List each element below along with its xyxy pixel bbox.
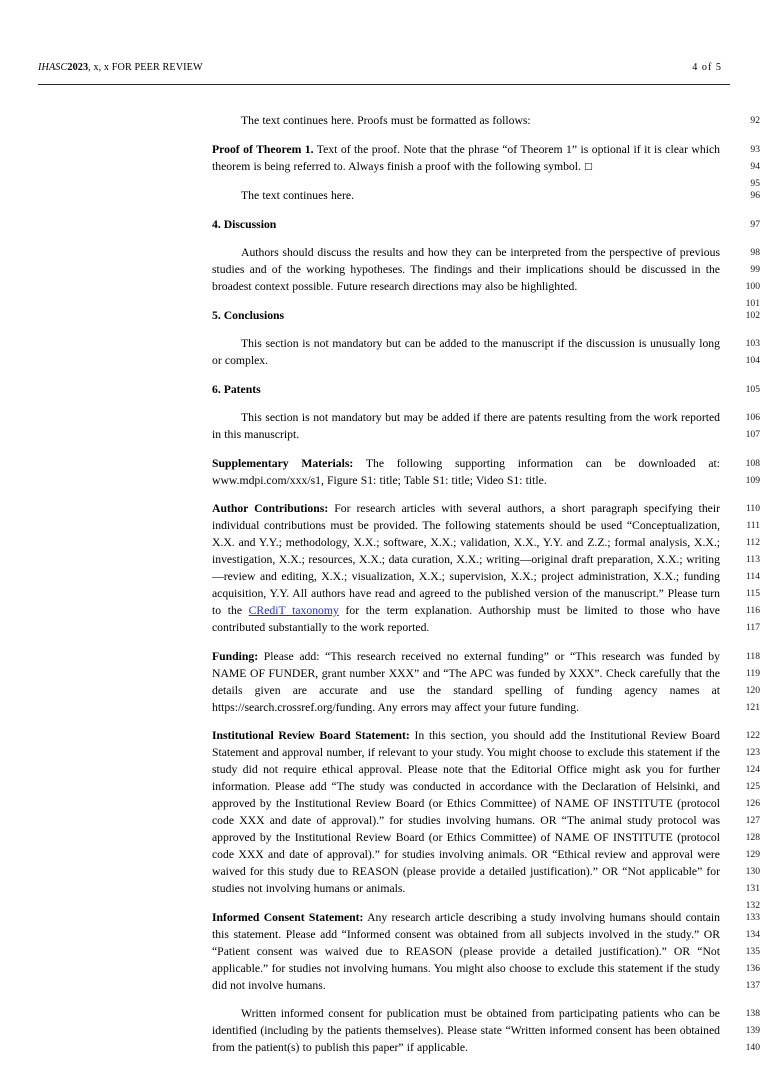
- runin-label: Proof of Theorem 1.: [212, 142, 314, 156]
- line-number: 96: [750, 190, 760, 201]
- heading-discussion: [212, 216, 720, 233]
- runin-label: Informed Consent Statement:: [212, 910, 364, 924]
- author-contributions: [212, 500, 720, 636]
- runin-label: Funding:: [212, 649, 259, 663]
- line-number: 123: [745, 747, 760, 758]
- body-paragraph: The text continues here. Proofs must be formatted as follows:: [241, 114, 531, 127]
- line-number: 122: [745, 730, 760, 741]
- line-number: 109: [745, 474, 760, 486]
- runin-label: Supplementary Materials:: [212, 456, 354, 470]
- line-number: 106: [745, 412, 760, 423]
- heading-conclusions: [212, 307, 720, 324]
- runin-label: Author Contributions:: [212, 502, 329, 515]
- body-paragraph: The text continues here.: [241, 189, 354, 202]
- body-paragraph: This section is not mandatory but can be added to the manuscript if the discussion is unusually long or complex.: [212, 337, 720, 367]
- line-number: 94: [750, 160, 760, 172]
- runin-paragraph: Proof of Theorem 1. Text of the proof. Note that the phrase “of Theorem 1” is optional if it is clear which theorem is being referred to. Always finish a proof with the following symbol. □: [212, 142, 720, 173]
- document-body: [212, 112, 720, 1068]
- runin-paragraph: Supplementary Materials: The following supporting information can be downloaded at: www.mdpi.com/xxx/s1, Figure S1: title; Table S1: title; Video S1: title.: [212, 456, 721, 487]
- line-number: 137: [745, 979, 760, 991]
- line-number: 102: [745, 309, 760, 321]
- line-number: 127: [745, 815, 760, 826]
- line-number: 113: [745, 554, 760, 565]
- line-number: 111: [746, 520, 760, 531]
- line-number: 104: [745, 355, 760, 366]
- paragraph-text-continues-2: [212, 187, 720, 204]
- funding: [212, 648, 720, 716]
- runin-paragraph: Institutional Review Board Statement: In this section, you should add the Institutional Review Board Statement and approval number, if relevant to your study. You might choose to exclude this statement if the study did not require ethical approval. Please note that the Editorial Office might ask you for further information. Please add “The study was conducted in accordance with the Declaration of Helsinki, and approved by the Institutional Review Board (or Ethics Committee) of NAME OF INSTITUTE (protocol code XXX and date of approval).” for studies involving humans. OR “The animal study protocol was approved by the Institutional Review Board (or Ethics Committee) of NAME OF INSTITUTE (protocol code XXX and date of approval).” for studies involving animals. OR “Ethical review and approval were waived for this study due to REASON (please provide a detailed justification).” OR “Not applicable” for studies not involving humans or animals.: [212, 729, 720, 895]
- runin-paragraph: Funding: Please add: “This research received no external funding” or “This research was funded by NAME OF FUNDER, grant number XXX” and “The APC was funded by XXX”. Check carefully that the details given are accurate and use the standard spelling of funding agency names at https://search.crossref.org/funding. Any errors may affect your future funding.: [212, 649, 720, 714]
- line-number: 97: [750, 218, 760, 230]
- line-number: 112: [745, 537, 760, 548]
- line-number: 124: [745, 764, 760, 775]
- paragraph-discussion: [212, 244, 720, 295]
- header-issue-info: , x, x FOR PEER REVIEW: [88, 62, 203, 73]
- running-header: [38, 62, 730, 73]
- line-number: 98: [750, 247, 760, 258]
- header-year: 2023: [67, 62, 89, 73]
- line-number: 139: [745, 1025, 760, 1036]
- line-number: 136: [745, 962, 760, 974]
- line-number: 108: [745, 457, 760, 469]
- credit-taxonomy-link[interactable]: CRediT taxonomy: [248, 604, 339, 617]
- paragraph-written-informed-consent: [212, 1005, 720, 1056]
- paragraph-conclusions: [212, 335, 720, 369]
- line-number: 134: [745, 928, 760, 940]
- header-journal-name: IHASC: [38, 62, 68, 73]
- line-number: 121: [745, 701, 760, 713]
- informed-consent-statement: [212, 909, 720, 994]
- line-number: 125: [745, 781, 760, 792]
- section-heading: 5. Conclusions: [212, 308, 285, 322]
- paragraph-text-continues-1: [212, 112, 720, 129]
- line-number: 105: [745, 383, 760, 395]
- section-heading: 4. Discussion: [212, 217, 277, 231]
- institutional-review-board-statement: [212, 727, 720, 897]
- line-number: 129: [745, 849, 760, 860]
- line-number: 120: [745, 684, 760, 696]
- line-number: 118: [745, 650, 760, 662]
- body-paragraph: This section is not mandatory but may be added if there are patents resulting from the work reported in this manuscript.: [212, 411, 720, 441]
- page-indicator: 4 of 5: [692, 62, 722, 73]
- section-heading: 6. Patents: [212, 382, 261, 396]
- line-number: 92: [750, 115, 760, 126]
- line-number: 119: [745, 667, 760, 679]
- line-number: 100: [745, 281, 760, 292]
- supplementary-materials: [212, 455, 720, 489]
- heading-patents: [212, 381, 720, 398]
- line-number: 116: [745, 605, 760, 616]
- line-number: 132: [745, 900, 760, 911]
- runin-paragraph: Author Contributions: For research articles with several authors, a short paragraph specifying their individual contributions must be provided. The following statements should be used “Conceptualization, X.X. and Y.Y.; methodology, X.X.; software, X.X.; validation, X.X., Y.Y. and Z.Z.; formal analysis, X.X.; investigation, X.X.; resources, X.X.; data curation, X.X.; writing—original draft preparation, X.X.; writing—review and editing, X.X.; visualization, X.X.; supervision, X.X.; project administration, X.X.; funding acquisition, Y.Y. All authors have read and agreed to the published version of the manuscript.” Please turn to the CRediT taxonomy for the term explanation. Authorship must be limited to those who have contributed substantially to the work reported.: [212, 502, 720, 634]
- line-number: 138: [745, 1008, 760, 1019]
- line-number: 128: [745, 832, 760, 843]
- proof-of-theorem-1: [212, 141, 720, 176]
- line-number: 101: [745, 298, 760, 309]
- line-number: 95: [750, 177, 760, 189]
- header-divider-rule: [38, 84, 730, 85]
- line-number: 110: [745, 503, 760, 514]
- body-paragraph: Written informed consent for publication must be obtained from participating patients who can be identified (including by the patients themselves). Please state “Written informed consent has been obtained from the patient(s) to publish this paper” if applicable.: [212, 1007, 720, 1054]
- runin-paragraph: Informed Consent Statement: Any research article describing a study involving humans should contain this statement. Please add “Informed consent was obtained from all subjects involved in the study.” OR “Patient consent was waived due to REASON (please provide a detailed justification).” OR “Not applicable.” for studies not involving humans. You might also choose to exclude this statement if the study did not involve humans.: [212, 910, 720, 992]
- qed-square-icon: □: [584, 161, 593, 172]
- runin-label: Institutional Review Board Statement:: [212, 729, 410, 742]
- line-number: 131: [745, 883, 760, 894]
- line-number: 133: [745, 911, 760, 923]
- line-number: 107: [745, 429, 760, 440]
- header-citation: [38, 62, 203, 73]
- line-number: 126: [745, 798, 760, 809]
- line-number: 114: [745, 571, 760, 582]
- line-number: 135: [745, 945, 760, 957]
- line-number: 140: [745, 1042, 760, 1053]
- line-number: 117: [745, 622, 760, 633]
- body-paragraph: Authors should discuss the results and how they can be interpreted from the perspective of previous studies and of the working hypotheses. The findings and their implications should be discussed in the broadest context possible. Future research directions may also be highlighted.: [212, 246, 720, 293]
- line-number: 99: [750, 264, 760, 275]
- paragraph-patents: [212, 409, 720, 443]
- line-number: 103: [745, 338, 760, 349]
- line-number: 115: [745, 588, 760, 599]
- line-number: 93: [750, 143, 760, 155]
- line-number: 130: [745, 866, 760, 877]
